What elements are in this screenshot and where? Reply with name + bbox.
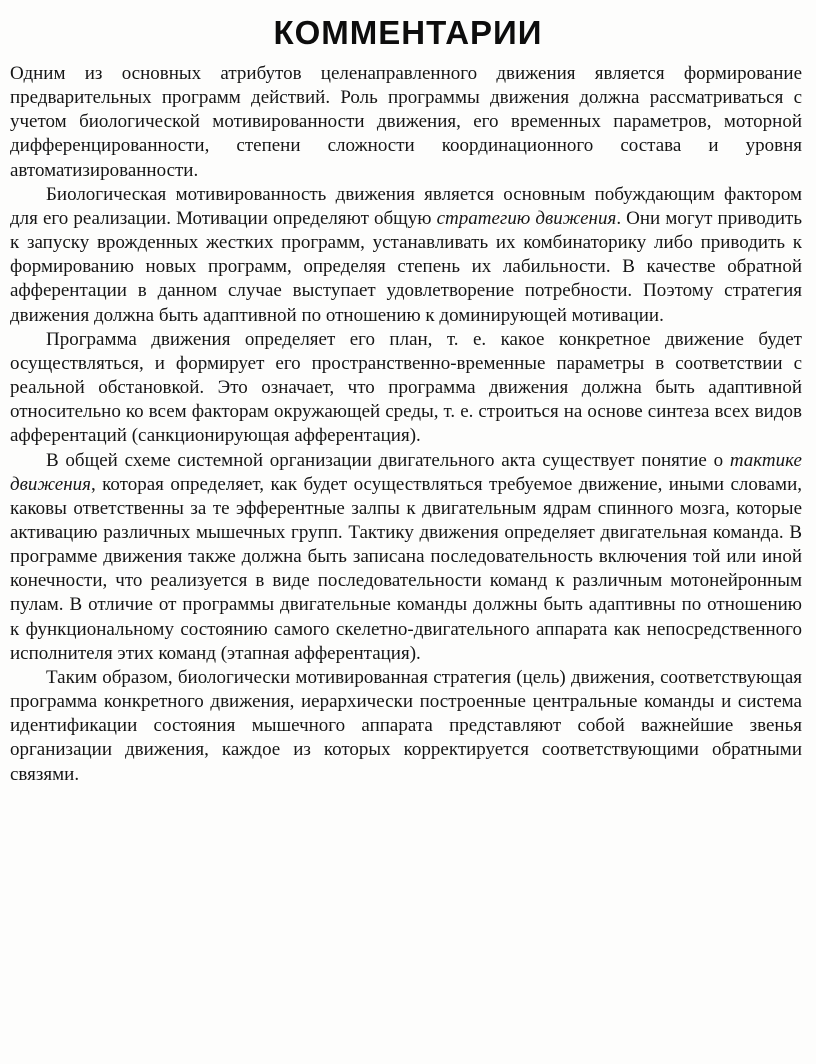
paragraph-text: В общей схеме системной организации двигательного акта существует понятие о xyxy=(46,449,730,471)
paragraph-text: Таким образом, биологически мотивированная стратегия (цель) движения, соответствующая программа конкретного движения, иерархически построенные центральные команды и система идентификации состояния мышечного аппарата представляют собой важнейшие звенья организации движения, каждое из которых корректируется соответствующими обратными связями. xyxy=(10,666,802,785)
paragraph-1 xyxy=(10,62,802,183)
italic-term-tactics: тактике движения xyxy=(10,449,802,495)
paragraph-2 xyxy=(10,183,802,328)
paragraph-3 xyxy=(10,328,802,449)
paragraph-4 xyxy=(10,449,802,666)
paragraph-text: Одним из основных атрибутов целенаправленного движения является формирование предварительных программ действий. Роль программы движения должна рассматриваться с учетом биологической мотивированности движения, его временных параметров, моторной дифференцированности, степени сложности координационного состава и уровня автоматизированности. xyxy=(10,63,802,181)
paragraph-text: Программа движения определяет его план, т. е. какое конкретное движение будет осуществляться, и формирует его пространственно-временные параметры в соответствии с реальной обстановкой. Это означает, что программа движения должна быть адаптивной относительно ко всем факторам окружающей среды, т. е. строиться на основе синтеза всех видов афферентаций (санкционирующая афферентация). xyxy=(10,328,802,447)
paragraph-text: . Они могут приводить к запуску врожденных жестких программ, устанавливать их комбинаторику либо приводить к формированию новых программ, определяя степень их лабильности. В качестве обратной афферентации в данном случае выступает удовлетворение потребности. Поэтому стратегия движения должна быть адаптивной по отношению к доминирующей мотивации. xyxy=(10,207,802,326)
italic-term-strategy: стратегию движения xyxy=(436,207,617,229)
paragraph-text: , которая определяет, как будет осуществляться требуемое движение, иными словами, каковы ответственны за те эфферентные залпы к двигательным ядрам спинного мозга, которые активацию различных мышечных групп. Тактику движения определяет двигательная команда. В программе движения также должна быть записана последовательность включения той или иной конечности, что реализуется в виде последовательности команд к различным мотонейронным пулам. В отличие от программы двигательные команды должны быть адаптивны по отношению к функциональному состоянию самого скелетно-двигательного аппарата как непосредственного исполнителя этих команд (этапная афферентация). xyxy=(10,473,802,664)
page-title: КОММЕНТАРИИ xyxy=(273,14,543,51)
paragraph-text: Биологическая мотивированность движения является основным побуждающим фактором для его реализации. Мотивации определяют общую xyxy=(10,183,802,229)
body-text xyxy=(10,62,802,787)
paragraph-5 xyxy=(10,666,802,787)
